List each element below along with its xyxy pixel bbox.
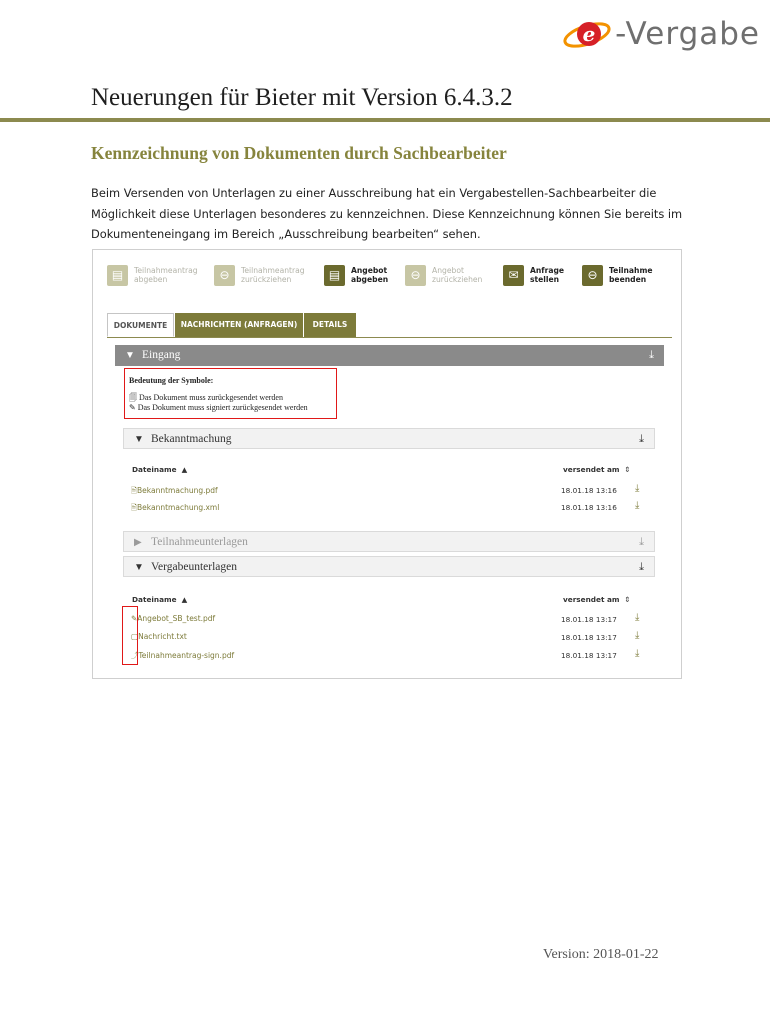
chevron-right-icon: ▶ bbox=[134, 537, 142, 548]
highlight-legend bbox=[124, 368, 337, 419]
file-date: 18.01.18 13:16 bbox=[561, 486, 617, 495]
action-teilnahme-beenden[interactable] bbox=[582, 262, 653, 288]
file-link[interactable] bbox=[131, 485, 218, 498]
download-icon[interactable]: ⤓ bbox=[635, 483, 640, 494]
file-date: 18.01.18 13:17 bbox=[561, 633, 617, 642]
action-label: Angebot abgeben bbox=[351, 266, 389, 284]
download-icon[interactable]: ⤓ bbox=[639, 536, 644, 548]
e-logo-icon bbox=[561, 14, 617, 54]
column-header-versendet[interactable] bbox=[563, 595, 631, 604]
panel-title: Bekanntmachung bbox=[151, 433, 232, 445]
minus-circle-icon: ⊖ bbox=[582, 265, 603, 286]
action-anfrage-stellen[interactable] bbox=[503, 262, 564, 288]
file-icon: 🖹 bbox=[131, 503, 138, 512]
return-document-icon: 🗐 bbox=[129, 393, 137, 402]
logo-text: -Vergabe bbox=[615, 16, 760, 52]
sort-asc-icon: ▲ bbox=[179, 465, 188, 474]
envelope-icon: ✉ bbox=[503, 265, 524, 286]
tab-nachrichten[interactable]: NACHRICHTEN (ANFRAGEN) bbox=[175, 313, 303, 337]
download-icon[interactable]: ⤓ bbox=[635, 500, 640, 511]
signed-document-icon: ✎ bbox=[129, 403, 136, 412]
column-header-dateiname[interactable] bbox=[132, 595, 187, 604]
file-date: 18.01.18 13:17 bbox=[561, 651, 617, 660]
column-label: versendet am bbox=[563, 595, 620, 604]
document-icon: ▤ bbox=[324, 265, 345, 286]
column-header-versendet[interactable] bbox=[563, 465, 631, 474]
panel-title: Vergabeunterlagen bbox=[151, 561, 237, 573]
highlight-file-icons bbox=[122, 606, 138, 665]
undo-icon: ⊖ bbox=[405, 265, 426, 286]
action-teilnahmeantrag-abgeben[interactable] bbox=[107, 262, 198, 288]
file-link[interactable] bbox=[131, 614, 215, 623]
file-name: Teilnahmeantrag-sign.pdf bbox=[138, 651, 235, 660]
section-heading: Kennzeichnung von Dokumenten durch Sachbearbeiter bbox=[91, 143, 507, 163]
page-title: Neuerungen für Bieter mit Version 6.4.3.2 bbox=[91, 84, 513, 111]
file-name: Angebot_SB_test.pdf bbox=[137, 614, 216, 623]
document-icon: ▤ bbox=[107, 265, 128, 286]
panel-eingang-header[interactable] bbox=[115, 345, 664, 366]
legend-signed-text: Das Dokument muss signiert zurückgesendet werden bbox=[137, 403, 308, 412]
action-label: Anfrage stellen bbox=[530, 266, 565, 284]
file-icon: ▢ bbox=[131, 632, 139, 641]
file-date: 18.01.18 13:17 bbox=[561, 615, 617, 624]
panel-teilnahmeunterlagen-header[interactable] bbox=[123, 531, 655, 552]
download-icon[interactable]: ⤓ bbox=[639, 433, 644, 445]
panel-vergabeunterlagen-header[interactable] bbox=[123, 556, 655, 577]
signed-document-icon: ✎ bbox=[131, 614, 138, 623]
title-divider bbox=[0, 118, 770, 122]
action-label: Teilnahme beenden bbox=[609, 266, 653, 284]
sort-asc-icon: ▲ bbox=[179, 595, 188, 604]
chevron-down-icon: ▼ bbox=[125, 350, 135, 361]
download-icon[interactable]: ⤓ bbox=[639, 561, 644, 573]
action-angebot-zurueckziehen[interactable] bbox=[405, 262, 482, 288]
file-link[interactable] bbox=[131, 650, 234, 661]
action-teilnahmeantrag-zurueckziehen[interactable] bbox=[214, 262, 305, 288]
download-icon[interactable]: ⤓ bbox=[635, 630, 640, 641]
action-angebot-abgeben[interactable] bbox=[324, 262, 388, 288]
e-vergabe-logo bbox=[561, 12, 760, 56]
chevron-down-icon: ▼ bbox=[134, 434, 144, 445]
file-name: Bekanntmachung.pdf bbox=[137, 486, 218, 495]
sort-icon: ⇕ bbox=[622, 465, 631, 474]
column-label: Dateiname bbox=[132, 595, 177, 604]
file-icon: 🖹 bbox=[131, 486, 138, 495]
column-header-dateiname[interactable] bbox=[132, 465, 187, 474]
undo-icon: ⊖ bbox=[214, 265, 235, 286]
action-label: Angebot zurückziehen bbox=[432, 266, 483, 284]
file-name: Nachricht.txt bbox=[138, 632, 187, 641]
return-document-icon: ⤴ bbox=[131, 651, 139, 660]
download-icon[interactable]: ⤓ bbox=[649, 349, 654, 361]
file-name: Bekanntmachung.xml bbox=[137, 503, 220, 512]
file-link[interactable] bbox=[131, 632, 187, 641]
panel-title: Teilnahmeunterlagen bbox=[151, 536, 248, 548]
file-link[interactable] bbox=[131, 502, 219, 515]
embedded-screenshot bbox=[92, 249, 682, 679]
sort-icon: ⇕ bbox=[622, 595, 631, 604]
action-label: Teilnahmeantrag zurückziehen bbox=[241, 266, 305, 284]
column-label: Dateiname bbox=[132, 465, 177, 474]
panel-title: Eingang bbox=[142, 349, 181, 361]
panel-bekanntmachung-header[interactable] bbox=[123, 428, 655, 449]
file-date: 18.01.18 13:16 bbox=[561, 503, 617, 512]
legend-title: Bedeutung der Symbole: bbox=[129, 376, 214, 385]
chevron-down-icon: ▼ bbox=[134, 562, 144, 573]
tab-dokumente[interactable]: DOKUMENTE bbox=[107, 313, 174, 337]
download-icon[interactable]: ⤓ bbox=[635, 612, 640, 623]
download-icon[interactable]: ⤓ bbox=[635, 648, 640, 659]
legend-return-text: Das Dokument muss zurückgesendet werden bbox=[139, 393, 283, 402]
tab-bar bbox=[107, 313, 672, 338]
action-label: Teilnahmeantrag abgeben bbox=[134, 266, 198, 284]
version-footer: Version: 2018-01-22 bbox=[543, 947, 659, 962]
tab-details[interactable]: DETAILS bbox=[304, 313, 356, 337]
svg-text:e: e bbox=[582, 22, 596, 46]
section-body: Beim Versenden von Unterlagen zu einer Ausschreibung hat ein Vergabestellen-Sachbearbeiter die Möglichkeit diese Unterlagen besonderes zu kennzeichnen. Diese Kennzeichnung können Sie bereits im Dokumenteneingang im Bereich „Ausschreibung bearbeiten“ sehen. bbox=[91, 186, 683, 241]
column-label: versendet am bbox=[563, 465, 620, 474]
